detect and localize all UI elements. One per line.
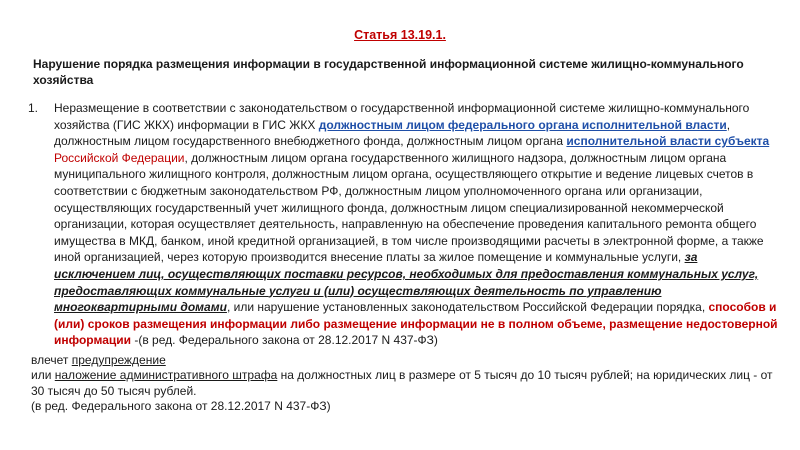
article-heading: Нарушение порядка размещения информации в государственной информационной системе жилищно-коммунального хозяйства (33, 57, 744, 87)
federal-authority-link[interactable]: должностным лицом федерального органа исполнительной власти (318, 117, 727, 132)
penalty-line-warning (31, 353, 780, 368)
regional-authority-link[interactable]: исполнительной власти субъекта (566, 134, 770, 149)
penalty-amendment: (в ред. Федерального закона от 28.12.2017 N 437-ФЗ) (31, 399, 331, 414)
item-text-intro: Неразмещение в соответствии с законодательством о государственной информационной системе жилищно-коммунального хозяйства (ГИС ЖКХ) информации в ГИС ЖКХ (54, 101, 750, 132)
warning-link[interactable]: предупреждение (71, 353, 166, 367)
penalty-block (31, 353, 780, 415)
list-item-number: 1. (28, 101, 39, 115)
item-text-list: , должностным лицом органа государственного жилищного надзора, должностным лицом органа муниципального жилищного контроля, должностным лицом органа, осуществляющего открытие и ведение лицевых счетов в соответствии с бюджетным законодательством РФ, должностным лицом уполномоченного органа или организации, осуществляющих государственный учет жилищного фонда, должностным лицом специализированной некоммерческой организации, которая осуществляет деятельность, направленную на обеспечение проведения капитального ремонта общего имущества в МКД, банком, иной кредитной организацией, в том числе производящими расчеты в электронной форме, а также иной организацией, через которую производится внесение платы за жилое помещение и коммунальные услуги, (54, 150, 764, 265)
penalty-or: или (31, 368, 55, 383)
penalty-amounts: на должностных лиц в размере от 5 тысяч до 10 тысяч рублей; на юридических лиц - от 30 тысяч до 50 тысяч рублей. (31, 368, 773, 398)
penalty-line-fine (31, 368, 780, 399)
highlight-violation-text: способов и (или) сроков размещения информации либо размещение информации не в полном объеме, размещение недостоверной информации (54, 300, 778, 348)
exception-text: за исключением лиц, осуществляющих поставки ресурсов, необходимых для предоставления коммунальных услуг, предоставляющих коммунальные услуги и (или) осуществляющих деятельность по управлению многоквартирными домами (54, 250, 759, 315)
list-item-body (54, 100, 780, 349)
item-text-violation: , или нарушение установленных законодательством Российской Федерации порядка, (226, 300, 709, 315)
fine-link[interactable]: наложение административного штрафа (54, 368, 278, 383)
item-text-fund: , должностным лицом государственного внебюджетного фонда, должностным лицом органа (54, 117, 731, 149)
list-item (28, 100, 780, 349)
item-text-amendment: -(в ред. Федерального закона от 28.12.2017 N 437-ФЗ) (131, 333, 438, 348)
item-text-rf: Российской Федерации (54, 150, 185, 165)
penalty-entails: влечет (31, 353, 72, 367)
article-title: Статья 13.19.1. (354, 28, 446, 42)
